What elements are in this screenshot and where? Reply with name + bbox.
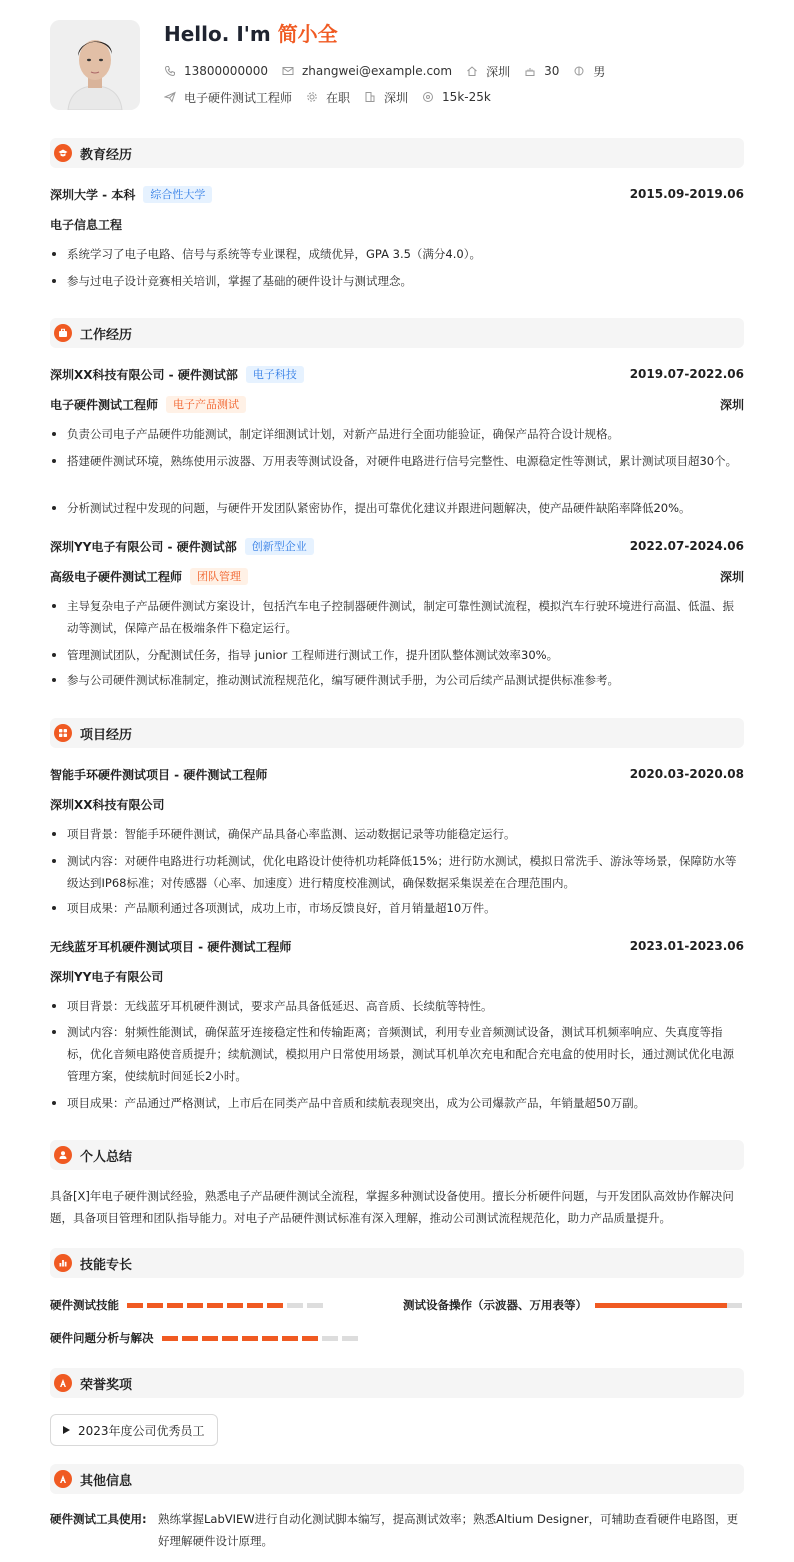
mail-icon bbox=[282, 65, 294, 77]
city-text: 深圳 bbox=[486, 64, 511, 79]
work-title-row bbox=[50, 567, 744, 585]
major-row bbox=[50, 215, 744, 233]
skill-level-segment bbox=[302, 1336, 318, 1341]
send-icon bbox=[164, 91, 176, 103]
gender-icon bbox=[573, 65, 585, 77]
gender-item bbox=[573, 63, 605, 80]
skill-level-dots bbox=[162, 1336, 362, 1341]
list-item: 项目背景：智能手环硬件测试，确保产品具备心率监测、运动数据记录等功能稳定运行。 bbox=[50, 823, 744, 845]
status-text: 在职 bbox=[326, 90, 351, 105]
coin-icon bbox=[422, 91, 434, 103]
home-icon bbox=[466, 65, 478, 77]
section-title: 技能专长 bbox=[80, 1257, 133, 1273]
job-title: 高级电子硬件测试工程师 bbox=[50, 569, 183, 584]
company-name: 深圳YY电子有限公司 - 硬件测试部 bbox=[50, 539, 237, 554]
section-work-header bbox=[50, 318, 744, 348]
skill-item bbox=[403, 1296, 742, 1314]
work-date: 2022.07-2024.06 bbox=[629, 539, 744, 553]
major-name: 电子信息工程 bbox=[50, 217, 123, 232]
skill-level-segment bbox=[287, 1303, 303, 1308]
section-title: 荣誉奖项 bbox=[80, 1377, 133, 1393]
company-tag: 创新型企业 bbox=[245, 538, 314, 555]
skill-level-segment bbox=[167, 1303, 183, 1308]
gender-text: 男 bbox=[593, 64, 606, 79]
phone-icon bbox=[164, 65, 176, 77]
skill-name: 测试设备操作（示波器、万用表等） bbox=[403, 1298, 587, 1312]
section-title: 其他信息 bbox=[80, 1473, 133, 1489]
section-projects-header bbox=[50, 718, 744, 748]
job-tag: 团队管理 bbox=[190, 568, 248, 585]
work-date: 2019.07-2022.06 bbox=[629, 367, 744, 381]
city-item bbox=[466, 63, 510, 80]
project-company-row bbox=[50, 967, 744, 985]
briefcase-icon bbox=[54, 324, 72, 342]
greeting-title bbox=[164, 18, 338, 47]
list-item: 项目成果：产品通过严格测试，上市后在同类产品中音质和续航表现突出，成为公司爆款产品，年销量超50万副。 bbox=[50, 1092, 744, 1114]
building-icon bbox=[364, 91, 376, 103]
project-name: 智能手环硬件测试项目 - 硬件测试工程师 bbox=[50, 767, 268, 782]
skill-level-bar bbox=[595, 1303, 742, 1308]
bar-chart-icon bbox=[54, 1254, 72, 1272]
summary-text: 具备[X]年电子硬件测试经验，熟悉电子产品硬件测试全流程，掌握多种测试设备使用。擅长分析硬件问题，与开发团队高效协作解决问题，具备项目管理和团队指导能力。对电子产品硬件测试标准有深入理解，推动公司测试流程规范化，助力产品质量提升。 bbox=[50, 1189, 734, 1225]
skill-level-segment bbox=[222, 1336, 238, 1341]
list-item: 测试内容：射频性能测试，确保蓝牙连接稳定性和传输距离；音频测试，利用专业音频测试设备，测试耳机频率响应、失真度等指标，优化音频电路使音质提升；续航测试，模拟用户日常使用场景，测试耳机单次充电和配合充电盒的使用时长，通过测试优化电源管理方案，使续航时间延长2小时。 bbox=[50, 1021, 744, 1087]
skill-level-segment bbox=[202, 1336, 218, 1341]
honor-item bbox=[50, 1414, 218, 1446]
skill-level-segment bbox=[162, 1336, 178, 1341]
section-title: 项目经历 bbox=[80, 727, 133, 743]
project-company-row bbox=[50, 795, 744, 813]
target-job-text: 电子硬件测试工程师 bbox=[184, 90, 293, 105]
target-city-item bbox=[364, 89, 408, 106]
skill-level-segment bbox=[282, 1336, 298, 1341]
project-date: 2023.01-2023.06 bbox=[629, 939, 744, 953]
phone-item bbox=[164, 64, 268, 78]
education-row bbox=[50, 185, 744, 203]
list-item: 参与公司硬件测试标准制定，推动测试流程规范化，编写硬件测试手册，为公司后续产品测试提供标准参考。 bbox=[50, 669, 744, 691]
salary-item bbox=[422, 90, 491, 104]
section-title: 教育经历 bbox=[80, 147, 133, 163]
skill-item bbox=[50, 1329, 362, 1347]
avatar bbox=[50, 20, 140, 110]
graduation-cap-icon bbox=[54, 144, 72, 162]
job-intent-row bbox=[164, 88, 505, 106]
section-skills-header bbox=[50, 1248, 744, 1278]
work-company-row bbox=[50, 537, 744, 555]
skill-level-segment bbox=[262, 1336, 278, 1341]
job-tag: 电子产品测试 bbox=[166, 396, 246, 413]
salary-text: 15k-25k bbox=[442, 90, 491, 104]
gear-icon bbox=[306, 91, 318, 103]
skill-level-segment bbox=[322, 1336, 338, 1341]
work-city: 深圳 bbox=[719, 569, 744, 584]
section-honors-header bbox=[50, 1368, 744, 1398]
project-date: 2020.03-2020.08 bbox=[629, 767, 744, 781]
skill-item bbox=[50, 1296, 327, 1314]
section-title: 工作经历 bbox=[80, 327, 133, 343]
list-item: 负责公司电子产品硬件功能测试，制定详细测试计划，对新产品进行全面功能验证，确保产品符合设计规格。 bbox=[50, 423, 744, 445]
age-text: 30 bbox=[544, 64, 560, 78]
award-icon bbox=[54, 1374, 72, 1392]
education-date: 2015.09-2019.06 bbox=[629, 187, 744, 201]
email-text: zhangwei@example.com bbox=[301, 64, 453, 78]
project-company: 深圳YY电子有限公司 bbox=[50, 969, 164, 984]
company-name: 深圳XX科技有限公司 - 硬件测试部 bbox=[50, 367, 238, 382]
list-item: 项目成果：产品顺利通过各项测试，成功上市，市场反馈良好，首月销量超10万件。 bbox=[50, 897, 744, 919]
candidate-name: 简小全 bbox=[277, 22, 338, 46]
skill-level-segment bbox=[242, 1336, 258, 1341]
skill-level-segment bbox=[182, 1336, 198, 1341]
grid-icon bbox=[54, 724, 72, 742]
section-other-header bbox=[50, 1464, 744, 1494]
project-company: 深圳XX科技有限公司 bbox=[50, 797, 165, 812]
section-title: 个人总结 bbox=[80, 1149, 133, 1165]
skill-level-segment bbox=[187, 1303, 203, 1308]
skill-level-fill bbox=[595, 1303, 727, 1308]
list-item: 搭建硬件测试环境，熟练使用示波器、万用表等测试设备，对硬件电路进行信号完整性、电源稳定性等测试，累计测试项目超30个。 bbox=[50, 450, 744, 472]
other-value: 熟练掌握LabVIEW进行自动化测试脚本编写，提高测试效率；熟悉Altium Designer，可辅助查看硬件电路图，更好理解硬件设计原理。 bbox=[158, 1512, 739, 1548]
list-item: 分析测试过程中发现的问题，与硬件开发团队紧密协作，提出可靠优化建议并跟进问题解决，使产品硬件缺陷率降低20%。 bbox=[50, 497, 744, 519]
work-company-row bbox=[50, 365, 744, 383]
contact-row bbox=[164, 62, 619, 80]
skill-level-segment bbox=[207, 1303, 223, 1308]
target-job-item bbox=[164, 89, 292, 106]
caret-right-icon bbox=[63, 1426, 70, 1434]
skill-name: 硬件测试技能 bbox=[50, 1298, 119, 1312]
award-icon bbox=[54, 1470, 72, 1488]
age-item bbox=[524, 64, 559, 78]
list-item: 主导复杂电子产品硬件测试方案设计，包括汽车电子控制器硬件测试，制定可靠性测试流程，模拟汽车行驶环境进行高温、低温、振动等测试，保障产品在极端条件下稳定运行。 bbox=[50, 595, 744, 639]
skill-level-segment bbox=[247, 1303, 263, 1308]
other-label: 硬件测试工具使用: bbox=[50, 1512, 147, 1526]
status-item bbox=[306, 89, 350, 106]
greeting-text: Hello. I'm bbox=[164, 22, 278, 46]
work-title-row bbox=[50, 395, 744, 413]
project-name: 无线蓝牙耳机硬件测试项目 - 硬件测试工程师 bbox=[50, 939, 292, 954]
other-info-row bbox=[50, 1508, 744, 1552]
email-item bbox=[282, 64, 452, 78]
school-name: 深圳大学 - 本科 bbox=[50, 187, 136, 202]
list-item: 项目背景：无线蓝牙耳机硬件测试，要求产品具备低延迟、高音质、长续航等特性。 bbox=[50, 995, 744, 1017]
target-city-text: 深圳 bbox=[384, 90, 409, 105]
honor-text: 2023年度公司优秀员工 bbox=[78, 1423, 205, 1438]
list-item: 系统学习了电子电路、信号与系统等专业课程，成绩优异，GPA 3.5（满分4.0）。 bbox=[50, 243, 744, 265]
section-education-header bbox=[50, 138, 744, 168]
list-item: 参与过电子设计竞赛相关培训，掌握了基础的硬件设计与测试理念。 bbox=[50, 270, 744, 292]
section-summary-header bbox=[50, 1140, 744, 1170]
skill-level-segment bbox=[267, 1303, 283, 1308]
skill-level-segment bbox=[147, 1303, 163, 1308]
skill-name: 硬件问题分析与解决 bbox=[50, 1331, 154, 1345]
skill-level-segment bbox=[127, 1303, 143, 1308]
skill-level-dots bbox=[127, 1303, 327, 1308]
phone-text: 13800000000 bbox=[184, 64, 268, 78]
work-city: 深圳 bbox=[719, 397, 744, 412]
skill-level-segment bbox=[342, 1336, 358, 1341]
skill-level-segment bbox=[227, 1303, 243, 1308]
company-tag: 电子科技 bbox=[246, 366, 304, 383]
school-tag: 综合性大学 bbox=[143, 186, 212, 203]
job-title: 电子硬件测试工程师 bbox=[50, 397, 159, 412]
skill-level-segment bbox=[307, 1303, 323, 1308]
user-icon bbox=[54, 1146, 72, 1164]
project-row bbox=[50, 765, 744, 783]
list-item: 测试内容：对硬件电路进行功耗测试，优化电路设计使待机功耗降低15%；进行防水测试，模拟日常洗手、游泳等场景，保障防水等级达到IP68标准；对传感器（心率、加速度）进行精度校准测试，确保数据采集误差在合理范围内。 bbox=[50, 850, 744, 894]
project-row bbox=[50, 937, 744, 955]
cake-icon bbox=[524, 65, 536, 77]
list-item: 管理测试团队，分配测试任务，指导 junior 工程师进行测试工作，提升团队整体测试效率30%。 bbox=[50, 644, 744, 666]
